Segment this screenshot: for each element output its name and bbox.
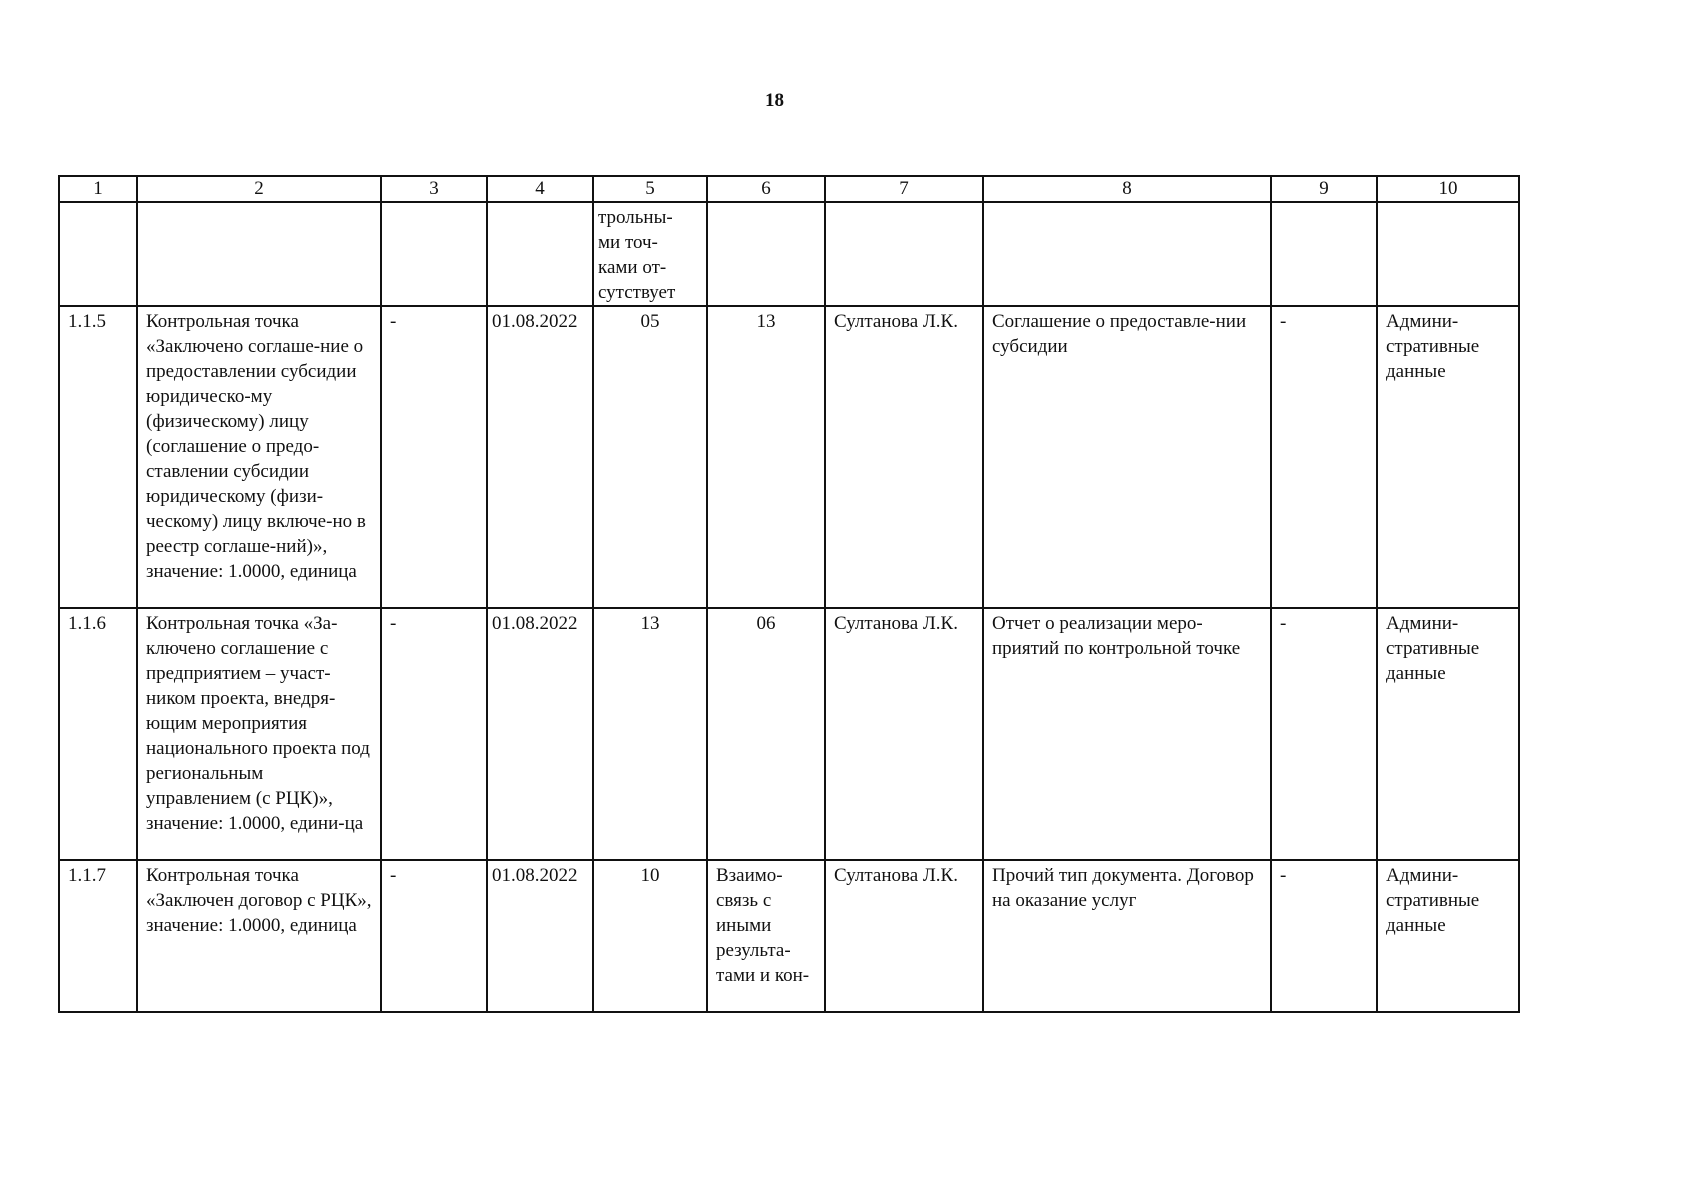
data-source: Админи-стративные данные: [1377, 306, 1519, 608]
col5-value: 13: [593, 608, 707, 860]
col5-value: 10: [593, 860, 707, 1012]
column-header-2: 2: [137, 176, 381, 202]
data-source: Админи-стративные данные: [1377, 608, 1519, 860]
cell-empty: [381, 202, 487, 306]
cell-empty: [1377, 202, 1519, 306]
column-header-7: 7: [825, 176, 983, 202]
cell-empty: [825, 202, 983, 306]
table-row: [59, 306, 1519, 608]
row-number: 1.1.6: [59, 608, 137, 860]
column-header-6: 6: [707, 176, 825, 202]
date-value: 01.08.2022: [487, 306, 593, 608]
column-header-9: 9: [1271, 176, 1377, 202]
col3-value: -: [381, 860, 487, 1012]
cell-empty: [137, 202, 381, 306]
cell-empty: [983, 202, 1271, 306]
continuation-text: трольны- ми точ- ками от- сутствует: [593, 202, 707, 306]
col3-value: -: [381, 608, 487, 860]
table-row: [59, 608, 1519, 860]
date-value: 01.08.2022: [487, 608, 593, 860]
responsible-person: Султанова Л.К.: [825, 860, 983, 1012]
checkpoint-name: Контрольная точка «Заключено соглаше-ние о предоставлении субсидии юридическо-му (физическому) лицу (соглашение о предо-ставлении субсидии юридическому (физи-ческому) лицу включе-но в реестр соглаше-ний)», значение: 1.0000, единица: [137, 306, 381, 608]
cell-empty: [487, 202, 593, 306]
col9-value: -: [1271, 860, 1377, 1012]
document-type: Отчет о реализации меро-приятий по контрольной точке: [983, 608, 1271, 860]
col9-value: -: [1271, 306, 1377, 608]
row-number: 1.1.7: [59, 860, 137, 1012]
column-number-row: [59, 176, 1519, 202]
document-type: Соглашение о предоставле-нии субсидии: [983, 306, 1271, 608]
responsible-person: Султанова Л.К.: [825, 608, 983, 860]
column-header-1: 1: [59, 176, 137, 202]
col9-value: -: [1271, 608, 1377, 860]
column-header-8: 8: [983, 176, 1271, 202]
col6-value: 13: [707, 306, 825, 608]
cell-empty: [59, 202, 137, 306]
column-header-10: 10: [1377, 176, 1519, 202]
responsible-person: Султанова Л.К.: [825, 306, 983, 608]
checkpoint-name: Контрольная точка «Заключен договор с РЦК», значение: 1.0000, единица: [137, 860, 381, 1012]
measures-table: [58, 175, 1520, 1013]
column-header-5: 5: [593, 176, 707, 202]
page-number: 18: [765, 90, 784, 111]
checkpoint-name: Контрольная точка «За-ключено соглашение с предприятием – участ-ником проекта, внедря-ющим мероприятия национального проекта под региональным управлением (с РЦК)», значение: 1.0000, едини-ца: [137, 608, 381, 860]
table-row: [59, 860, 1519, 1012]
data-source: Админи-стративные данные: [1377, 860, 1519, 1012]
col6-value: Взаимо-связь с иными результа-тами и кон-: [707, 860, 825, 1012]
date-value: 01.08.2022: [487, 860, 593, 1012]
document-type: Прочий тип документа. Договор на оказание услуг: [983, 860, 1271, 1012]
col3-value: -: [381, 306, 487, 608]
cell-empty: [707, 202, 825, 306]
col5-value: 05: [593, 306, 707, 608]
row-number: 1.1.5: [59, 306, 137, 608]
continuation-row: [59, 202, 1519, 306]
column-header-3: 3: [381, 176, 487, 202]
col6-value: 06: [707, 608, 825, 860]
column-header-4: 4: [487, 176, 593, 202]
cell-empty: [1271, 202, 1377, 306]
